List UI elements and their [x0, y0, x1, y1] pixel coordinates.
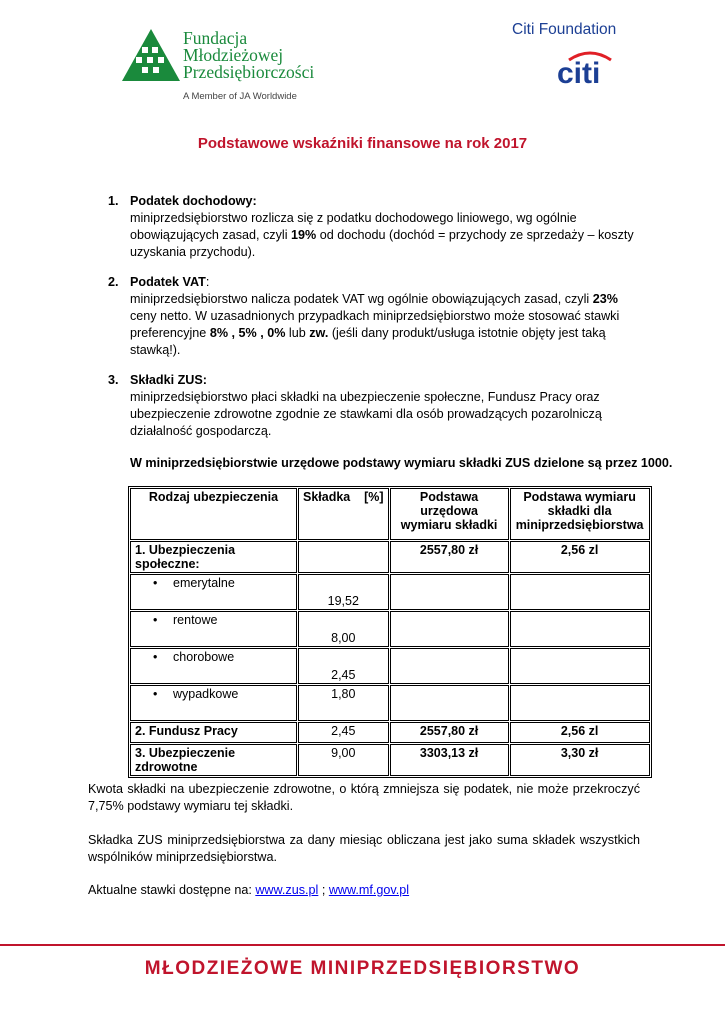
table-row: • rentowe 8,00 [130, 611, 650, 647]
table-row: • wypadkowe 1,80 [130, 685, 650, 721]
header-cell: Rodzaj ubezpieczenia [130, 488, 297, 540]
header-cell: Składka [%] [298, 488, 389, 540]
header-cell: Podstawa urzędowa wymiaru składki [390, 488, 509, 540]
table-header-row [130, 488, 650, 540]
bullet-icon: • [153, 650, 158, 664]
header-cell: Podstawa wymiaru składki dla miniprzedsiębiorstwa [510, 488, 650, 540]
table-row: 2. Fundusz Pracy 2,45 2557,80 zł 2,56 zl [130, 722, 650, 743]
footer-divider [0, 944, 725, 946]
zus-rates-table [128, 486, 652, 778]
table-row: • chorobowe 2,45 [130, 648, 650, 684]
health-contribution-note: Kwota składki na ubezpieczenie zdrowotne, o którą zmniejsza się podatek, nie może przekroczyć 7,75% podstawy wymiaru tej składki. [88, 782, 640, 813]
section-heading: Składki ZUS: [130, 373, 207, 387]
bullet-icon: • [153, 687, 158, 701]
section-heading: Podatek VAT: [130, 275, 210, 289]
mf-link[interactable]: www.mf.gov.pl [328, 883, 410, 897]
zus-sum-note: Składka ZUS miniprzedsiębiorstwa za dany miesiąc obliczana jest jako suma składek wszystkich wspólników miniprzedsiębiorstwa. [88, 833, 640, 864]
section-number: 1. [108, 194, 119, 208]
bullet-icon: • [153, 613, 158, 627]
section-body: miniprzedsiębiorstwo rozlicza się z podatku dochodowego liniowego, wg ogólnie obowiązujących zasad, czyli 19% od dochodu (dochód = przychody ze sprzedaży – koszty uzyskania przychodu). [130, 211, 634, 259]
page-title: Podstawowe wskaźniki finansowe na rok 2017 [197, 135, 528, 152]
table-row: 1. Ubezpieczenia społeczne: 2557,80 zł 2,56 zl [130, 541, 650, 573]
zus-link[interactable]: www.zus.pl [255, 883, 319, 897]
citi-wordmark: citi [557, 57, 601, 86]
fmp-logo [122, 29, 180, 83]
fmp-name-line2: Młodzieżowej [183, 45, 284, 65]
fmp-member-text: A Member of JA Worldwide [183, 91, 297, 102]
footer-banner: MŁODZIEŻOWE MINIPRZEDSIĘBIORSTWO [144, 958, 581, 979]
section-income-tax [108, 193, 648, 261]
links-line: Aktualne stawki dostępne na: www.zus.pl ; www.mf.gov.pl [88, 883, 410, 897]
table-row: • emerytalne 19,52 [130, 574, 650, 610]
section-number: 2. [108, 275, 119, 289]
bullet-icon: • [153, 576, 158, 590]
fmp-name-line3: Przedsiębiorczości [183, 62, 315, 82]
zus-base-note: W miniprzedsiębiorstwie urzędowe podstawy wymiaru składki ZUS dzielone są przez 1000. [130, 456, 673, 470]
fmp-name [183, 30, 314, 81]
section-number: 3. [108, 373, 119, 387]
section-zus [108, 372, 648, 440]
section-heading: Podatek dochodowy: [130, 194, 257, 208]
fmp-name-line1: Fundacja [183, 28, 248, 48]
section-body: miniprzedsiębiorstwo nalicza podatek VAT wg ogólnie obowiązujących zasad, czyli 23% ceny netto. W uzasadnionych przypadkach miniprzedsiębiorstwo może stosować stawki preferencyjne 8% , 5% , 0% lub zw. (jeśli dany produkt/usługa istotnie objęty jest taką stawką!). [130, 292, 620, 357]
citi-foundation-text: Citi Foundation [512, 21, 617, 38]
table-row: 3. Ubezpieczenie zdrowotne 9,00 3303,13 zł 3,30 zł [130, 744, 650, 776]
citi-logo [555, 50, 625, 86]
section-body: miniprzedsiębiorstwo płaci składki na ubezpieczenie społeczne, Fundusz Pracy oraz ubezpieczenie zdrowotne zgodnie ze stawkami dla osób prowadzących pozarolniczą działalność gospodarczą. [130, 390, 602, 438]
section-vat [108, 274, 648, 359]
